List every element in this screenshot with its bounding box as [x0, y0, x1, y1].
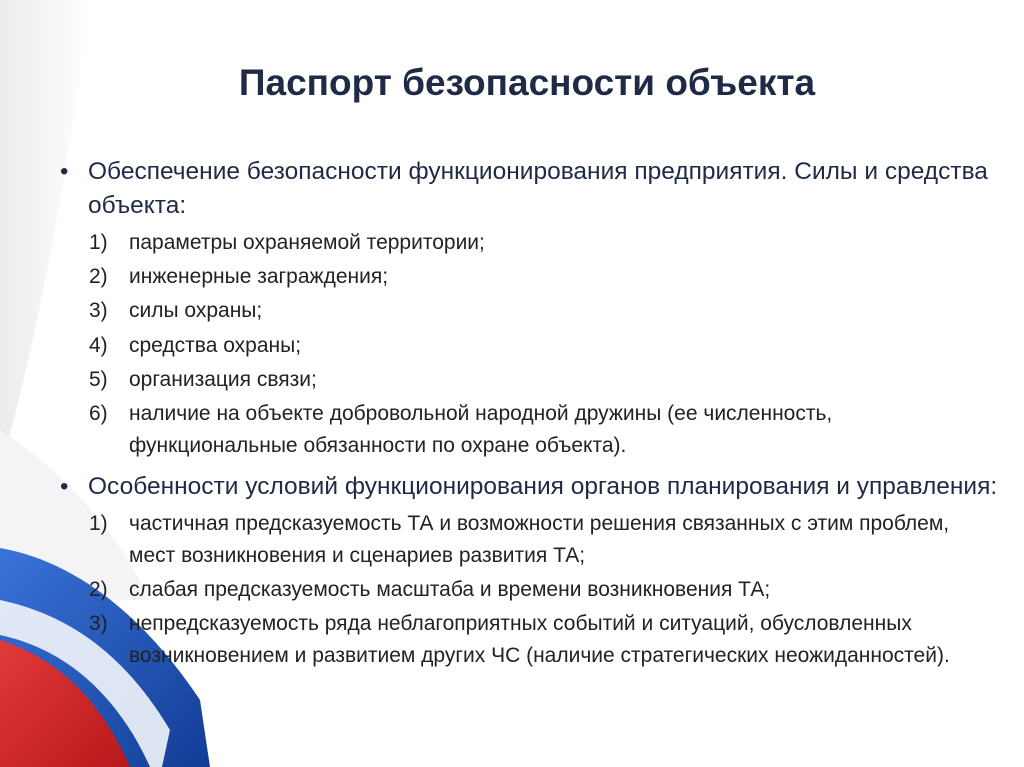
security-list: [60, 227, 1000, 462]
list-item-text: организация связи;: [129, 367, 317, 391]
list-item-text: инженерные заграждения;: [129, 265, 389, 289]
list-item-number: 5): [89, 367, 108, 391]
list-item: [60, 608, 1000, 672]
bullet-marker: •: [60, 158, 69, 185]
list-item-number: 1): [89, 511, 108, 535]
list-item: [60, 227, 1000, 259]
list-item: [60, 330, 1000, 362]
page-title: Паспорт безопасности объекта: [238, 62, 816, 103]
list-item: [60, 574, 1000, 606]
list-item-number: 6): [89, 401, 108, 425]
list-item: [60, 508, 1000, 572]
list-item-text: слабая предсказуемость масштаба и времени возникновения ТА;: [129, 578, 771, 602]
slide-content: [60, 155, 1000, 680]
section-heading-text: Обеспечение безопасности функционирования предприятия. Силы и средства объекта:: [88, 158, 988, 219]
list-item-text: непредсказуемость ряда неблагоприятных событий и ситуаций, обусловленных возникновением и развитием других ЧС (наличие стратегических неожиданностей).: [129, 612, 950, 668]
list-item: [60, 295, 1000, 327]
bullet-marker: •: [60, 472, 69, 500]
list-item-number: 2): [89, 265, 108, 289]
list-item-number: 4): [89, 333, 108, 357]
section-heading-management: [60, 470, 1000, 504]
list-item-text: средства охраны;: [129, 333, 302, 357]
section-heading-security: [60, 155, 1000, 223]
list-item-number: 3): [89, 299, 108, 323]
management-list: [60, 508, 1000, 672]
list-item: [60, 261, 1000, 293]
list-item-number: 2): [89, 578, 108, 602]
list-item-text: силы охраны;: [129, 299, 263, 323]
list-item-text: наличие на объекте добровольной народной дружины (ее численность, функциональные обязанности по охране объекта).: [129, 401, 833, 457]
list-item-number: 1): [89, 231, 108, 254]
list-item-number: 3): [89, 612, 108, 636]
section-heading-text: Особенности условий функционирования органов планирования и управления:: [88, 472, 998, 500]
list-item-text: параметры охраняемой территории;: [129, 231, 485, 254]
list-item-text: частичная предсказуемость ТА и возможности решения связанных с этим проблем, мест возникновения и сценариев развития ТА;: [129, 511, 950, 567]
list-item: [60, 364, 1000, 396]
list-item: [60, 398, 1000, 462]
